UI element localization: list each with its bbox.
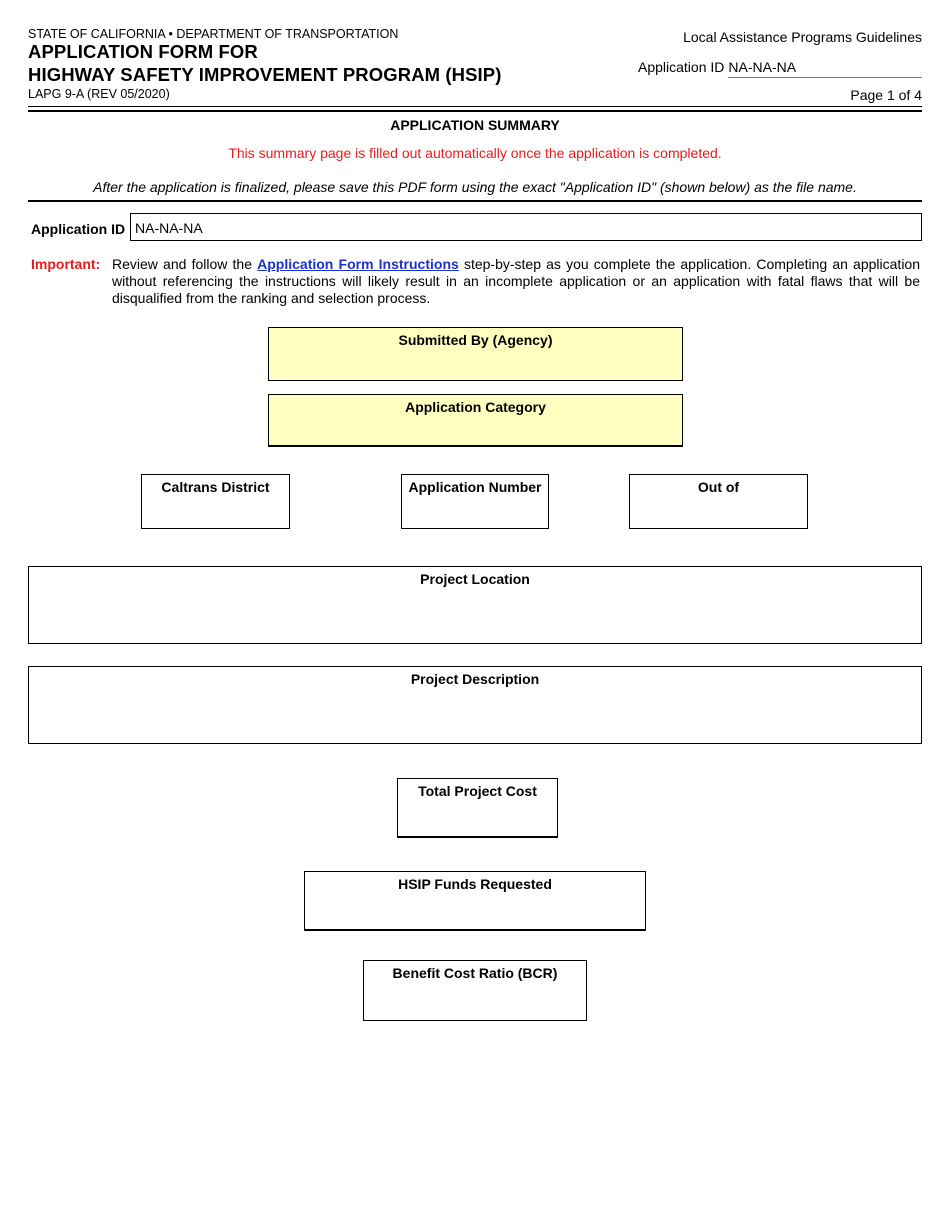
caltrans-district-field[interactable] bbox=[141, 474, 290, 529]
page-indicator: Page 1 of 4 bbox=[850, 87, 922, 103]
application-category-label: Application Category bbox=[405, 399, 546, 415]
hsip-funds-requested-field[interactable] bbox=[304, 871, 646, 931]
guidelines-title: Local Assistance Programs Guidelines bbox=[683, 29, 922, 45]
benefit-cost-ratio-label: Benefit Cost Ratio (BCR) bbox=[392, 965, 558, 981]
auto-fill-note: This summary page is filled out automatically once the application is completed. bbox=[228, 145, 722, 161]
project-location-field[interactable] bbox=[28, 566, 922, 644]
application-number-label: Application Number bbox=[408, 479, 542, 495]
total-project-cost-label: Total Project Cost bbox=[418, 783, 537, 799]
application-id-field[interactable]: NA-NA-NA bbox=[130, 213, 922, 241]
summary-divider bbox=[28, 200, 922, 202]
out-of-field[interactable] bbox=[629, 474, 808, 529]
application-id-label: Application ID bbox=[31, 221, 126, 237]
total-project-cost-field[interactable] bbox=[397, 778, 558, 838]
header-application-id-label: Application ID bbox=[638, 59, 725, 75]
form-number: LAPG 9-A (REV 05/2020) bbox=[28, 87, 170, 101]
application-number-field[interactable] bbox=[401, 474, 549, 529]
project-location-label: Project Location bbox=[420, 571, 530, 587]
header-application-id bbox=[638, 59, 922, 75]
important-text bbox=[112, 256, 920, 307]
instructions-link[interactable]: Application Form Instructions bbox=[257, 256, 459, 272]
submitted-by-agency-label: Submitted By (Agency) bbox=[398, 332, 553, 348]
out-of-label: Out of bbox=[697, 479, 740, 495]
summary-heading: APPLICATION SUMMARY bbox=[390, 117, 560, 133]
project-description-label: Project Description bbox=[410, 671, 540, 687]
project-description-field[interactable] bbox=[28, 666, 922, 744]
header-divider-thin bbox=[28, 106, 922, 107]
benefit-cost-ratio-field[interactable] bbox=[363, 960, 587, 1021]
header-application-id-field[interactable]: NA-NA-NA bbox=[728, 59, 797, 75]
agency-line: STATE OF CALIFORNIA • DEPARTMENT OF TRANSPORTATION bbox=[28, 27, 399, 41]
submitted-by-agency-field[interactable] bbox=[268, 327, 683, 381]
header-id-underline bbox=[728, 77, 922, 78]
save-instructions-note: After the application is finalized, please save this PDF form using the exact "Application ID" (shown below) as the file name. bbox=[93, 179, 857, 195]
important-text-after: step-by-step as you complete the application. Completing an application without referencing the instructions will likely result in an incomplete application or an application with fatal flaws that will be disqualified from the ranking and selection process. bbox=[112, 256, 920, 306]
caltrans-district-label: Caltrans District bbox=[161, 479, 270, 495]
header-divider-thick bbox=[28, 110, 922, 112]
form-title-line2: HIGHWAY SAFETY IMPROVEMENT PROGRAM (HSIP) bbox=[28, 64, 502, 85]
form-title-line1: APPLICATION FORM FOR bbox=[28, 41, 258, 62]
application-category-field[interactable] bbox=[268, 394, 683, 447]
important-label: Important: bbox=[31, 256, 101, 272]
hsip-funds-requested-label: HSIP Funds Requested bbox=[398, 876, 552, 892]
important-text-before: Review and follow the bbox=[112, 256, 258, 272]
